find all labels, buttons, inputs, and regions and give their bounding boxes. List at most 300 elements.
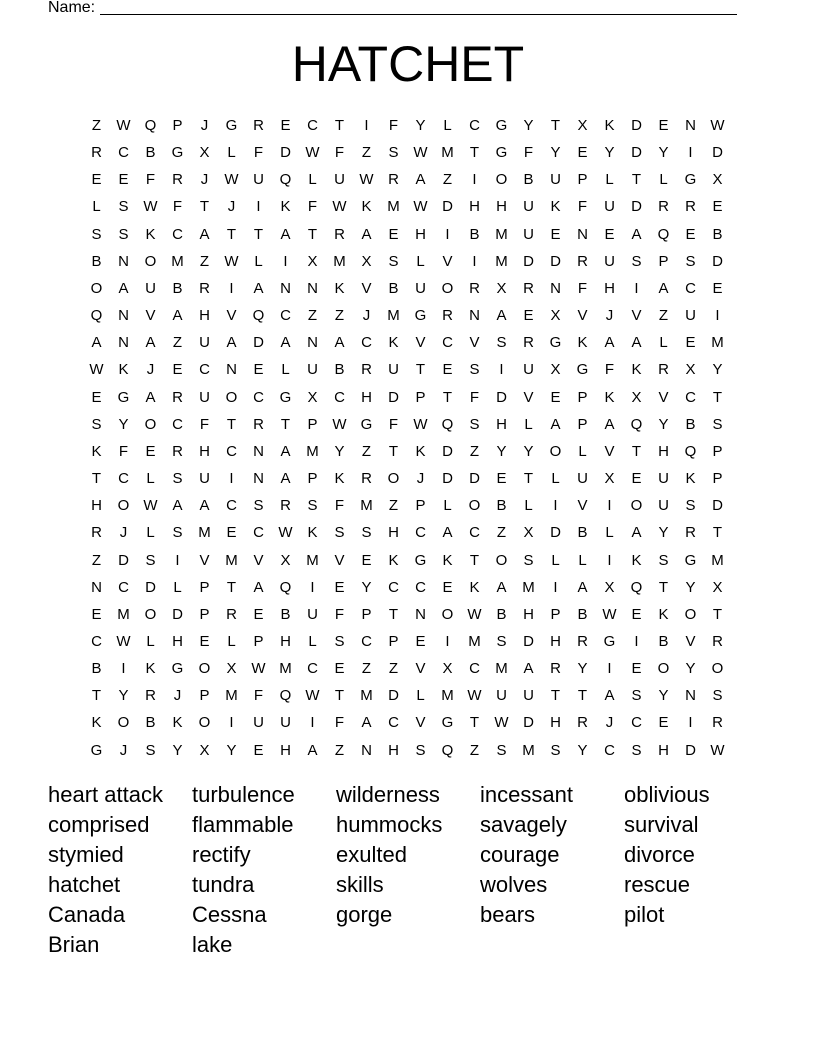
grid-letter: H [496, 198, 507, 216]
grid-letter: N [118, 252, 129, 270]
grid-letter: G [117, 388, 130, 406]
grid-letter: W [359, 171, 374, 189]
grid-letter: S [658, 551, 669, 569]
grid-letter: E [280, 117, 291, 134]
grid-letter: L [551, 551, 560, 569]
grid-letter: T [388, 442, 399, 460]
grid-letter: P [577, 171, 588, 189]
grid-letter: G [360, 415, 373, 433]
grid-letter: L [227, 144, 236, 162]
grid-letter: E [253, 361, 264, 379]
grid-letter: X [604, 470, 615, 488]
grid-letter: T [91, 470, 102, 488]
grid-letter: M [495, 660, 508, 678]
grid-letter: K [145, 225, 156, 243]
grid-letter: N [577, 225, 588, 243]
grid-letter: K [307, 524, 318, 542]
grid-letter: V [415, 334, 426, 352]
grid-letter: D [145, 578, 156, 596]
grid-letter: L [308, 171, 317, 189]
grid-letter: Y [118, 687, 129, 705]
grid-letter: E [361, 551, 372, 569]
grid-letter: C [388, 578, 399, 596]
grid-letter: Y [658, 415, 669, 433]
grid-letter: T [91, 687, 102, 705]
grid-letter: V [469, 334, 480, 352]
grid-letter: X [604, 578, 615, 596]
grid-letter: X [280, 551, 291, 569]
grid-letter: T [469, 144, 480, 162]
grid-letter: T [388, 605, 399, 623]
grid-letter: L [146, 470, 155, 488]
grid-letter: Z [469, 741, 480, 759]
grid-letter: Q [441, 741, 454, 759]
grid-letter: U [550, 171, 561, 189]
grid-letter: I [472, 171, 477, 189]
grid-letter: L [146, 632, 155, 650]
grid-letter: A [496, 578, 507, 596]
grid-letter: P [199, 605, 210, 623]
grid-letter: T [307, 225, 318, 243]
grid-letter: R [712, 714, 723, 732]
grid-letter: B [523, 171, 534, 189]
grid-letter: L [146, 524, 155, 542]
grid-letter: S [469, 361, 480, 379]
grid-letter: P [577, 415, 588, 433]
grid-letter: S [118, 198, 129, 216]
grid-letter: Z [172, 334, 183, 352]
grid-letter: G [684, 171, 697, 189]
grid-letter: Y [712, 361, 723, 379]
grid-letter: D [523, 252, 534, 270]
grid-letter: I [607, 497, 612, 515]
grid-letter: Z [442, 171, 453, 189]
grid-letter: E [685, 334, 696, 352]
grid-letter: C [442, 334, 453, 352]
grid-letter: J [227, 198, 236, 216]
grid-letter: R [523, 279, 534, 297]
grid-letter: E [550, 225, 561, 243]
grid-letter: C [469, 117, 480, 134]
grid-letter: V [577, 307, 588, 325]
grid-letter: G [549, 334, 562, 352]
grid-letter: U [253, 171, 264, 189]
grid-letter: P [388, 632, 399, 650]
grid-letter: M [360, 497, 373, 515]
word-bank-item: wilderness [336, 782, 440, 807]
grid-letter: D [550, 252, 561, 270]
grid-letter: V [199, 551, 210, 569]
grid-letter: L [443, 497, 452, 515]
grid-letter: O [387, 470, 400, 488]
grid-letter: C [604, 741, 615, 759]
grid-letter: M [711, 551, 724, 569]
grid-letter: X [712, 171, 723, 189]
grid-letter: A [658, 279, 669, 297]
grid-letter: T [550, 117, 561, 134]
grid-letter: N [469, 307, 480, 325]
grid-letter: D [388, 388, 399, 406]
grid-letter: S [118, 225, 129, 243]
grid-letter: J [119, 741, 128, 759]
grid-letter: W [143, 198, 158, 216]
grid-letter: A [91, 334, 102, 352]
grid-letter: W [89, 361, 104, 379]
grid-letter: K [388, 334, 399, 352]
grid-letter: I [121, 660, 126, 678]
grid-letter: H [199, 307, 210, 325]
grid-letter: D [496, 388, 507, 406]
grid-letter: V [442, 252, 453, 270]
grid-letter: J [200, 171, 209, 189]
grid-letter: W [224, 171, 239, 189]
word-bank-item: turbulence [192, 782, 295, 807]
word-bank-item: flammable [192, 812, 294, 837]
grid-letter: T [415, 361, 426, 379]
grid-letter: I [310, 714, 315, 732]
grid-letter: E [442, 578, 453, 596]
name-field[interactable] [48, 0, 748, 18]
name-blank-line[interactable] [100, 0, 737, 15]
grid-letter: Y [658, 144, 669, 162]
word-bank-item: exulted [336, 842, 407, 867]
grid-letter: U [253, 714, 264, 732]
letter-grid [83, 112, 731, 764]
grid-letter: W [467, 687, 482, 705]
grid-letter: Y [550, 144, 561, 162]
grid-letter: E [523, 307, 534, 325]
grid-letter: L [578, 551, 587, 569]
grid-letter: Z [388, 497, 399, 515]
grid-letter: D [280, 144, 291, 162]
grid-letter: W [413, 144, 428, 162]
grid-letter: E [199, 632, 210, 650]
grid-letter: Z [361, 442, 372, 460]
grid-letter: R [442, 307, 453, 325]
grid-letter: S [523, 551, 534, 569]
grid-letter: R [685, 524, 696, 542]
grid-letter: G [576, 361, 589, 379]
grid-letter: D [631, 198, 642, 216]
grid-letter: G [684, 551, 697, 569]
grid-letter: N [280, 279, 291, 297]
word-bank-item: hatchet [48, 872, 121, 897]
grid-letter: A [280, 334, 291, 352]
grid-letter: Z [91, 117, 102, 134]
grid-letter: K [604, 388, 615, 406]
grid-letter: H [658, 442, 669, 460]
grid-letter: A [361, 714, 372, 732]
grid-letter: H [388, 741, 399, 759]
grid-letter: L [605, 171, 614, 189]
grid-letter: U [604, 252, 615, 270]
grid-letter: V [658, 388, 669, 406]
grid-letter: O [198, 660, 211, 678]
grid-letter: U [388, 361, 399, 379]
word-bank [48, 780, 768, 960]
grid-letter: L [308, 632, 317, 650]
grid-letter: K [145, 660, 156, 678]
grid-letter: O [657, 660, 670, 678]
grid-letter: X [496, 279, 507, 297]
grid-letter: H [604, 279, 615, 297]
grid-letter: C [361, 334, 372, 352]
grid-letter: R [253, 415, 264, 433]
grid-letter: E [712, 198, 723, 216]
grid-letter: A [172, 307, 183, 325]
grid-letter: T [469, 714, 480, 732]
grid-letter: C [226, 497, 237, 515]
grid-letter: F [334, 497, 345, 515]
grid-letter: Q [630, 578, 643, 596]
grid-letter: K [577, 334, 588, 352]
grid-letter: J [119, 524, 128, 542]
grid-letter: I [553, 497, 558, 515]
grid-letter: H [91, 497, 102, 515]
grid-letter: I [229, 714, 234, 732]
grid-letter: L [524, 415, 533, 433]
grid-letter: B [145, 714, 156, 732]
grid-letter: D [469, 470, 480, 488]
grid-letter: S [145, 741, 156, 759]
grid-letter: E [91, 171, 102, 189]
grid-letter: L [551, 470, 560, 488]
grid-letter: L [416, 687, 425, 705]
grid-letter: N [361, 741, 372, 759]
grid-letter: D [631, 144, 642, 162]
grid-letter: P [658, 252, 669, 270]
word-bank-item: comprised [48, 812, 150, 837]
grid-letter: Q [441, 415, 454, 433]
grid-letter: X [307, 388, 318, 406]
grid-letter: C [415, 578, 426, 596]
grid-letter: A [199, 497, 210, 515]
grid-letter: H [550, 632, 561, 650]
grid-letter: U [523, 225, 534, 243]
grid-letter: M [171, 252, 184, 270]
grid-letter: Z [658, 307, 669, 325]
grid-letter: P [199, 578, 210, 596]
grid-letter: J [605, 307, 614, 325]
grid-letter: H [496, 415, 507, 433]
grid-letter: L [227, 632, 236, 650]
grid-letter: Q [630, 415, 643, 433]
grid-letter: K [658, 605, 669, 623]
grid-letter: E [415, 632, 426, 650]
grid-letter: Y [685, 660, 696, 678]
grid-letter: C [307, 117, 318, 134]
grid-letter: O [117, 497, 130, 515]
grid-letter: S [631, 741, 642, 759]
grid-letter: R [361, 361, 372, 379]
grid-letter: Y [577, 660, 588, 678]
grid-letter: X [523, 524, 534, 542]
grid-letter: V [631, 307, 642, 325]
grid-letter: O [117, 714, 130, 732]
grid-letter: R [469, 279, 480, 297]
grid-letter: M [360, 687, 373, 705]
word-bank-item: bears [480, 902, 536, 927]
grid-letter: N [307, 279, 318, 297]
grid-letter: B [577, 605, 588, 623]
grid-letter: I [688, 144, 693, 162]
grid-letter: Q [279, 578, 292, 596]
grid-letter: Y [415, 117, 426, 134]
grid-letter: A [442, 524, 453, 542]
grid-letter: C [469, 524, 480, 542]
grid-letter: Z [199, 252, 210, 270]
grid-letter: N [307, 334, 318, 352]
grid-letter: Z [334, 307, 345, 325]
grid-letter: S [388, 144, 399, 162]
grid-letter: A [631, 225, 642, 243]
grid-letter: S [172, 524, 183, 542]
grid-letter: E [172, 361, 183, 379]
grid-letter: C [199, 361, 210, 379]
grid-letter: J [173, 687, 182, 705]
grid-letter: R [172, 388, 183, 406]
grid-letter: V [685, 632, 696, 650]
grid-letter: Y [118, 415, 129, 433]
grid-letter: B [658, 632, 669, 650]
grid-letter: N [91, 578, 102, 596]
grid-letter: A [361, 225, 372, 243]
grid-letter: R [91, 144, 102, 162]
grid-letter: I [256, 198, 261, 216]
grid-letter: X [442, 660, 453, 678]
grid-letter: M [711, 334, 724, 352]
word-bank-item: rescue [624, 872, 691, 897]
grid-letter: K [442, 551, 453, 569]
grid-letter: V [604, 442, 615, 460]
grid-letter: M [441, 144, 454, 162]
grid-letter: A [604, 687, 615, 705]
grid-letter: Q [279, 171, 292, 189]
grid-letter: L [605, 524, 614, 542]
grid-letter: H [523, 605, 534, 623]
grid-letter: Y [523, 117, 534, 134]
grid-letter: U [307, 361, 318, 379]
grid-letter: U [334, 171, 345, 189]
grid-letter: W [710, 117, 725, 134]
grid-letter: Q [90, 307, 103, 325]
word-bank-item: survival [624, 812, 699, 837]
grid-letter: Q [684, 442, 697, 460]
grid-letter: D [685, 741, 696, 759]
grid-letter: I [607, 551, 612, 569]
grid-letter: Q [252, 307, 265, 325]
page-title: HATCHET [291, 36, 525, 92]
name-label: Name: [48, 0, 96, 16]
grid-letter: D [712, 497, 723, 515]
word-bank-item: lake [192, 932, 233, 957]
grid-letter: R [145, 687, 156, 705]
grid-letter: E [442, 361, 453, 379]
grid-letter: X [550, 307, 561, 325]
grid-letter: A [253, 578, 264, 596]
grid-letter: E [145, 442, 156, 460]
grid-letter: C [280, 307, 291, 325]
grid-letter: D [442, 442, 453, 460]
grid-letter: V [253, 551, 264, 569]
grid-letter: H [415, 225, 426, 243]
grid-letter: M [468, 632, 481, 650]
grid-letter: D [442, 198, 453, 216]
grid-letter: F [334, 714, 345, 732]
grid-letter: M [333, 252, 346, 270]
grid-letter: F [172, 198, 183, 216]
grid-letter: U [415, 279, 426, 297]
word-bank-item: skills [336, 872, 384, 897]
grid-letter: K [334, 470, 345, 488]
grid-letter: W [494, 714, 509, 732]
grid-letter: R [550, 660, 561, 678]
grid-letter: F [199, 415, 210, 433]
grid-letter: M [279, 660, 292, 678]
grid-letter: F [577, 279, 588, 297]
grid-letter: O [495, 551, 508, 569]
grid-letter: F [307, 198, 318, 216]
grid-letter: E [253, 741, 264, 759]
grid-letter: E [631, 605, 642, 623]
grid-letter: V [226, 307, 237, 325]
grid-letter: D [550, 524, 561, 542]
grid-letter: X [712, 578, 723, 596]
word-bank-item: heart attack [48, 782, 163, 807]
grid-letter: T [658, 578, 669, 596]
grid-letter: N [253, 442, 264, 460]
grid-letter: S [469, 415, 480, 433]
grid-letter: E [658, 117, 669, 134]
grid-letter: A [145, 388, 156, 406]
grid-letter: C [361, 632, 372, 650]
grid-letter: J [200, 117, 209, 134]
grid-letter: P [307, 470, 318, 488]
grid-letter: U [199, 334, 210, 352]
grid-letter: L [281, 361, 290, 379]
grid-letter: S [91, 225, 102, 243]
grid-letter: X [226, 660, 237, 678]
grid-letter: H [658, 741, 669, 759]
grid-letter: I [688, 714, 693, 732]
grid-letter: Y [685, 578, 696, 596]
grid-letter: P [577, 388, 588, 406]
word-bank-item: Brian [48, 932, 100, 957]
grid-letter: A [253, 279, 264, 297]
grid-letter: T [226, 225, 237, 243]
grid-letter: E [91, 605, 102, 623]
grid-letter: K [172, 714, 183, 732]
grid-letter: M [387, 198, 400, 216]
grid-letter: R [712, 632, 723, 650]
grid-letter: Z [496, 524, 507, 542]
grid-letter: Y [226, 741, 237, 759]
grid-letter: B [91, 252, 102, 270]
grid-letter: F [145, 171, 156, 189]
grid-letter: U [658, 470, 669, 488]
grid-letter: W [710, 741, 725, 759]
grid-letter: L [254, 252, 263, 270]
grid-letter: S [361, 524, 372, 542]
grid-letter: D [631, 117, 642, 134]
grid-letter: R [577, 632, 588, 650]
grid-letter: U [523, 687, 534, 705]
grid-letter: M [306, 442, 319, 460]
word-bank-item: Cessna [192, 902, 267, 927]
grid-letter: G [279, 388, 292, 406]
grid-letter: K [91, 714, 102, 732]
grid-letter: X [307, 252, 318, 270]
